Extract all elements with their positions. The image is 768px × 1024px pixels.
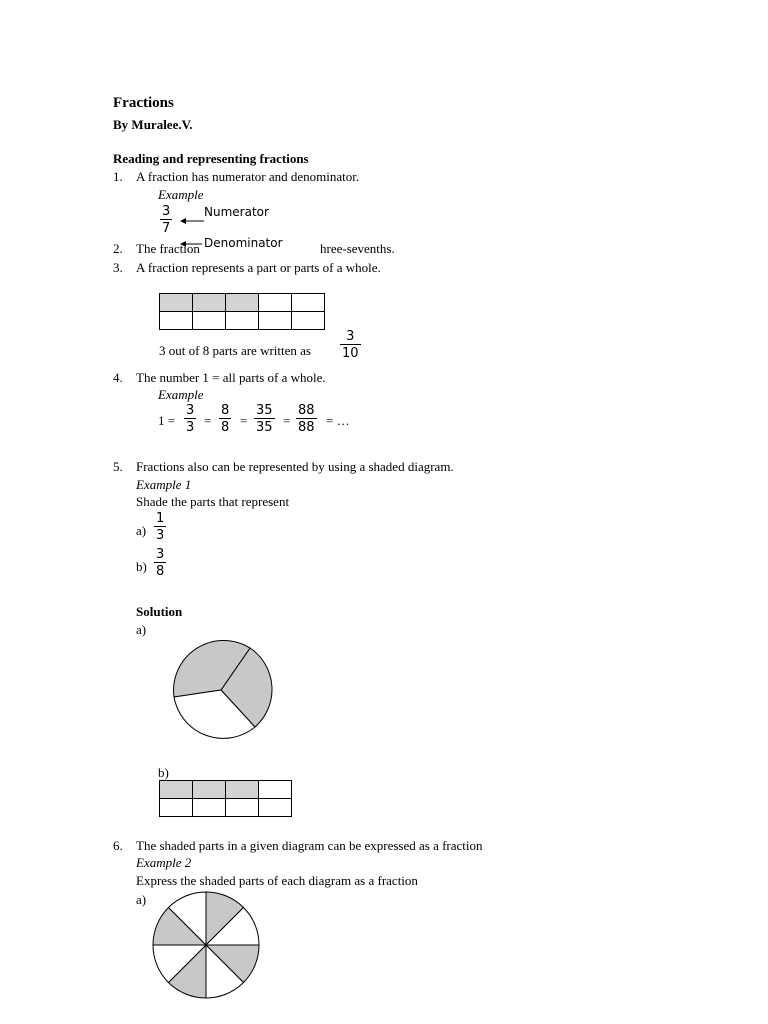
item-number: 6.: [113, 838, 123, 853]
fraction-numerator: 3: [346, 329, 355, 344]
item-text-right: hree-sevenths.: [320, 241, 395, 256]
numerator-arrow-head: [180, 218, 186, 224]
part-label: a): [136, 622, 147, 637]
item-number: 3.: [113, 260, 123, 275]
fraction-one-equivalent: [254, 404, 275, 434]
fraction-numerator: 3: [156, 547, 165, 562]
numerator-label: Numerator: [204, 205, 269, 219]
item-number: 4.: [113, 370, 123, 385]
item-text: A fraction represents a part or parts of a whole.: [136, 260, 381, 275]
pie-chart-thirds: [171, 640, 271, 740]
item-text: The number 1 = all parts of a whole.: [136, 370, 326, 385]
grid-cell-shaded: [160, 294, 193, 312]
grid-cell-shaded: [193, 781, 226, 799]
equation-trail: = …: [326, 413, 350, 428]
fraction-denominator: 3: [156, 528, 165, 543]
fraction-numerator: 35: [256, 403, 273, 418]
grid-cell: [259, 799, 292, 817]
fraction-numerator: 8: [221, 403, 230, 418]
fraction-numerator: 88: [298, 403, 315, 418]
equals-sign: =: [204, 413, 212, 428]
fraction-one-equivalent: [219, 404, 231, 434]
grid-cell-shaded: [226, 781, 259, 799]
fraction-denominator: 35: [256, 420, 273, 435]
equation-lead: 1 =: [158, 413, 176, 428]
parts-grid-solution: [159, 780, 292, 817]
item-text: A fraction has numerator and denominator.: [136, 169, 360, 184]
instruction-text: Express the shaded parts of each diagram as a fraction: [136, 873, 418, 888]
fraction-denominator: 88: [298, 420, 315, 435]
grid-cell: [193, 312, 226, 330]
grid-cell: [259, 781, 292, 799]
pie-chart-eighths: [153, 892, 259, 998]
fraction-denominator: 3: [186, 420, 195, 435]
fraction-numerator: 3: [162, 204, 171, 219]
grid-cell-shaded: [226, 294, 259, 312]
fraction-numerator: 3: [186, 403, 195, 418]
grid-cell: [193, 799, 226, 817]
instruction-text: Shade the parts that represent: [136, 494, 290, 509]
grid-cell: [160, 799, 193, 817]
grid-caption: 3 out of 8 parts are written as: [159, 343, 311, 358]
denominator-label: Denominator: [204, 236, 283, 250]
part-label: a): [136, 523, 147, 538]
grid-cell: [292, 294, 325, 312]
document-title: Fractions: [113, 95, 174, 111]
fraction-denominator: 10: [342, 346, 359, 361]
item-text: Fractions also can be represented by using a shaded diagram.: [136, 459, 454, 474]
fraction-three-tenths: [340, 330, 361, 360]
fraction-one-third: [154, 512, 166, 542]
grid-cell-shaded: [160, 781, 193, 799]
fraction-three-eighths: [154, 548, 166, 578]
part-label: a): [136, 892, 147, 907]
example-label: Example: [158, 387, 204, 402]
fraction-denominator: 7: [162, 221, 171, 236]
fraction-one-equivalent: [184, 404, 196, 434]
fraction-three-sevenths: [160, 205, 172, 235]
grid-cell: [160, 312, 193, 330]
parts-grid: [159, 293, 325, 330]
grid-cell: [259, 312, 292, 330]
example-label: Example: [158, 187, 204, 202]
author-line: By Muralee.V.: [113, 117, 193, 132]
fraction-one-equivalent: [296, 404, 317, 434]
example-label: Example 2: [136, 855, 192, 870]
equals-sign: =: [283, 413, 291, 428]
item-number: 1.: [113, 169, 123, 184]
grid-cell: [259, 294, 292, 312]
item-text: The shaded parts in a given diagram can be expressed as a fraction: [136, 838, 483, 853]
part-label: b): [158, 765, 169, 780]
item-number: 5.: [113, 459, 123, 474]
grid-cell: [292, 312, 325, 330]
fraction-numerator: 1: [156, 511, 165, 526]
part-label: b): [136, 559, 147, 574]
grid-cell: [226, 799, 259, 817]
solution-heading: Solution: [136, 604, 183, 619]
fraction-denominator: 8: [221, 420, 230, 435]
grid-cell: [226, 312, 259, 330]
example-label: Example 1: [136, 477, 192, 492]
section-heading: Reading and representing fractions: [113, 151, 309, 166]
fraction-denominator: 8: [156, 564, 165, 579]
item-text-left: The fraction: [136, 241, 200, 256]
grid-cell-shaded: [193, 294, 226, 312]
equals-sign: =: [240, 413, 248, 428]
item-number: 2.: [113, 241, 123, 256]
